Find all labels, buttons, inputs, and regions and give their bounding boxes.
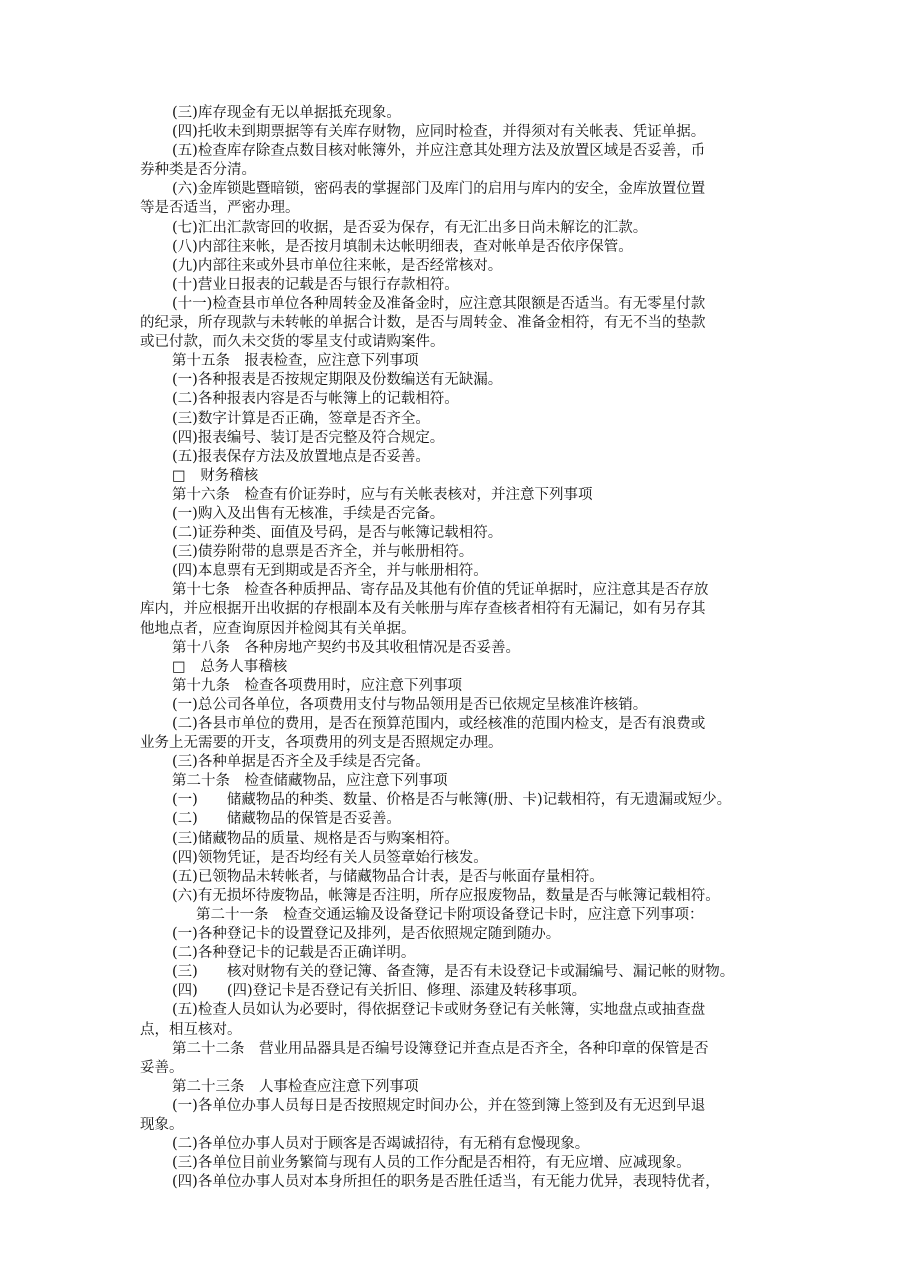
text-line — [0, 677, 909, 696]
text-line — [0, 142, 909, 161]
text-line-content: (十一)检查县市单位各种周转金及准备金时，应注意其限额是否适当。有无零星付款 — [172, 295, 706, 312]
text-line-content: (二)各种登记卡的记载是否正确详明。 — [172, 945, 416, 962]
text-line-content: (五)检查库存除查点数目核对帐簿外，并应注意其处理方法及放置区域是否妥善，币 — [172, 143, 706, 160]
text-line — [0, 963, 909, 982]
text-line — [0, 505, 909, 524]
text-line — [0, 276, 909, 295]
text-line — [0, 238, 909, 257]
text-line-content: (一)各单位办事人员每日是否按照规定时间办公，并在签到簿上签到及有无迟到早退 — [172, 1097, 706, 1114]
text-line — [0, 314, 909, 333]
text-line — [0, 371, 909, 390]
text-line-content: (一)总公司各单位，各项费用支付与物品领用是否已依规定呈核准许核销。 — [172, 696, 648, 713]
text-line-content: 的纪录，所存现款与未转帐的单据合计数，是否与周转金、准备金相符，有无不当的垫款 — [140, 315, 706, 332]
text-line-content: (三)各种单据是否齐全及手续是否完备。 — [172, 754, 430, 771]
text-line — [0, 543, 909, 562]
text-line-content: (四)本息票有无到期或是否齐全，并与帐册相符。 — [172, 563, 488, 580]
text-line-content: (一)购入及出售有无核准，手续是否完备。 — [172, 505, 445, 522]
text-line-content: (三)数字计算是否正确，签章是否齐全。 — [172, 410, 430, 427]
text-line — [0, 620, 909, 639]
text-line-content: (八)内部往来帐，是否按月填制未达帐明细表，查对帐单是否依序保管。 — [172, 238, 633, 255]
text-line — [0, 639, 909, 658]
text-line-content: (五)报表保存方法及放置地点是否妥善。 — [172, 448, 430, 465]
text-line-content: 他地点者，应查询原因并检阅其有关单据。 — [140, 620, 416, 637]
text-line — [0, 715, 909, 734]
text-line — [0, 104, 909, 123]
text-line — [0, 600, 909, 619]
text-line — [0, 1078, 909, 1097]
text-line-content: (二)各县市单位的费用，是否在预算范围内，或经核准的范围内检支，是否有浪费或 — [172, 716, 706, 732]
text-line-content: 第十七条 检查各种质押品、寄存品及其他有价值的凭证单据时，应注意其是否存放 — [172, 582, 709, 599]
text-line — [0, 219, 909, 238]
text-line-content: 或已付款，而久未交货的零星支付或请购案件。 — [140, 334, 445, 351]
text-line — [0, 581, 909, 600]
text-line-content: (五)已领物品未转帐者，与储藏物品合计表，是否与帐面存量相符。 — [172, 868, 604, 885]
text-line-content: (四)托收未到期票据等有关库存财物，应同时检查，并得须对有关帐表、凭证单据。 — [172, 124, 706, 141]
text-line-content: (一)各种报表是否按规定期限及份数编送有无缺漏。 — [172, 372, 503, 389]
text-line-content: (五)检查人员如认为必要时，得依据登记卡或财务登记有关帐簿，实地盘点或抽查盘 — [172, 1002, 706, 1019]
text-line-content: (二)各单位办事人员对于顾客是否竭诚招待，有无稍有怠慢现象。 — [172, 1136, 590, 1153]
text-line — [0, 1001, 909, 1020]
text-line — [0, 887, 909, 906]
text-line — [0, 562, 909, 581]
text-line — [0, 772, 909, 791]
text-line — [0, 1154, 909, 1173]
text-line — [0, 982, 909, 1001]
text-line — [0, 753, 909, 772]
text-line-content: (十)营业日报表的记载是否与银行存款相符。 — [172, 276, 459, 293]
text-line-content: (六)金库锁匙暨暗锁，密码表的掌握部门及库门的启用与库内的安全，金库放置位置 — [172, 181, 706, 198]
text-line — [0, 791, 909, 810]
text-line-content: 点，相互核对。 — [140, 1021, 242, 1038]
text-line — [0, 295, 909, 314]
text-line-content: 现象。 — [140, 1116, 184, 1133]
text-line — [0, 161, 909, 180]
text-line — [0, 1173, 909, 1192]
text-line-content: (四)各单位办事人员对本身所担任的职务是否胜任适当，有无能力优异，表现特优者， — [172, 1174, 720, 1191]
text-line-content: (二) 储藏物品的保管是否妥善。 — [172, 811, 401, 828]
text-line-content: (四)领物凭证，是否均经有关人员签章始行核发。 — [172, 849, 488, 866]
text-line — [0, 1097, 909, 1116]
text-line-content: (二)证券种类、面值及号码，是否与帐簿记载相符。 — [172, 525, 503, 542]
text-line-content: □ 总务人事稽核 — [172, 658, 288, 675]
text-line-content: (九)内部往来或外县市单位往来帐，是否经常核对。 — [172, 257, 503, 274]
text-line — [0, 123, 909, 142]
text-line — [0, 257, 909, 276]
text-line — [0, 1040, 909, 1059]
text-line-content: (三)各单位目前业务繁简与现有人员的工作分配是否相符，有无应增、应减现象。 — [172, 1155, 691, 1172]
text-line — [0, 658, 909, 677]
text-line — [0, 1135, 909, 1154]
text-line-content: (二)各种报表内容是否与帐簿上的记载相符。 — [172, 391, 459, 408]
text-line — [0, 906, 909, 925]
text-line — [0, 1021, 909, 1040]
text-line — [0, 199, 909, 218]
text-line-content: 业务上无需要的开支，各项费用的列支是否照规定办理。 — [140, 735, 503, 752]
document-body — [0, 104, 909, 1192]
text-line-content: 第二十条 检查储藏物品，应注意下列事项 — [172, 773, 448, 790]
text-line-content: 库内，并应根据开出收据的存根副本及有关帐册与库存查核者相符有无漏记，如有另存其 — [140, 601, 706, 618]
text-line-content: 第二十一条 检查交通运输及设备登记卡附项设备登记卡时，应注意下列事项： — [196, 906, 704, 923]
text-line — [0, 486, 909, 505]
text-line-content: 第十五条 报表检查，应注意下列事项 — [172, 353, 419, 370]
text-line-content: (六)有无损坏待废物品，帐簿是否注明，所存应报废物品，数量是否与帐簿记载相符。 — [172, 887, 720, 904]
text-line — [0, 696, 909, 715]
text-line-content: (四)报表编号、装订是否完整及符合规定。 — [172, 429, 445, 446]
text-line-content: (三)储藏物品的质量、规格是否与购案相符。 — [172, 830, 459, 847]
text-line — [0, 830, 909, 849]
text-line-content: (一) 储藏物品的种类、数量、价格是否与帐簿(册、卡)记载相符，有无遗漏或短少。 — [172, 792, 732, 809]
text-line-content: (一)各种登记卡的设置登记及排列，是否依照规定随到随办。 — [172, 926, 561, 943]
text-line — [0, 448, 909, 467]
text-line-content: 第十六条 检查有价证券时，应与有关帐表核对，并注意下列事项 — [172, 486, 593, 503]
text-line — [0, 944, 909, 963]
text-line — [0, 390, 909, 409]
text-line — [0, 410, 909, 429]
text-line — [0, 180, 909, 199]
text-line — [0, 849, 909, 868]
text-line — [0, 467, 909, 486]
text-line-content: □ 财务稽核 — [172, 467, 259, 484]
text-line-content: 第二十二条 营业用品器具是否编号设簿登记并查点是否齐全，各种印章的保管是否 — [172, 1040, 709, 1057]
text-line — [0, 810, 909, 829]
text-line-content: 券种类是否分清。 — [140, 162, 256, 179]
text-line — [0, 352, 909, 371]
text-line — [0, 734, 909, 753]
text-line-content: 第十九条 检查各项费用时，应注意下列事项 — [172, 677, 462, 694]
text-line — [0, 1059, 909, 1078]
text-line — [0, 1116, 909, 1135]
text-line — [0, 868, 909, 887]
text-line — [0, 333, 909, 352]
text-line-content: (七)汇出汇款寄回的收据，是否妥为保存，有无汇出多日尚未解讫的汇款。 — [172, 219, 648, 236]
text-line — [0, 925, 909, 944]
text-line-content: 等是否适当，严密办理。 — [140, 200, 300, 217]
text-line-content: 妥善。 — [140, 1059, 184, 1076]
text-line-content: (四) (四)登记卡是否登记有关折旧、修理、添建及转移事项。 — [172, 983, 587, 1000]
text-line-content: (三)库存现金有无以单据抵充现象。 — [172, 105, 401, 121]
text-line-content: 第二十三条 人事检查应注意下列事项 — [172, 1078, 419, 1095]
text-line-content: 第十八条 各种房地产契约书及其收租情况是否妥善。 — [172, 639, 520, 656]
text-line-content: (三) 核对财物有关的登记簿、备查簿，是否有未设登记卡或漏编号、漏记帐的财物。 — [172, 964, 735, 981]
text-line — [0, 429, 909, 448]
text-line-content: (三)债券附带的息票是否齐全，并与帐册相符。 — [172, 544, 474, 561]
text-line — [0, 524, 909, 543]
